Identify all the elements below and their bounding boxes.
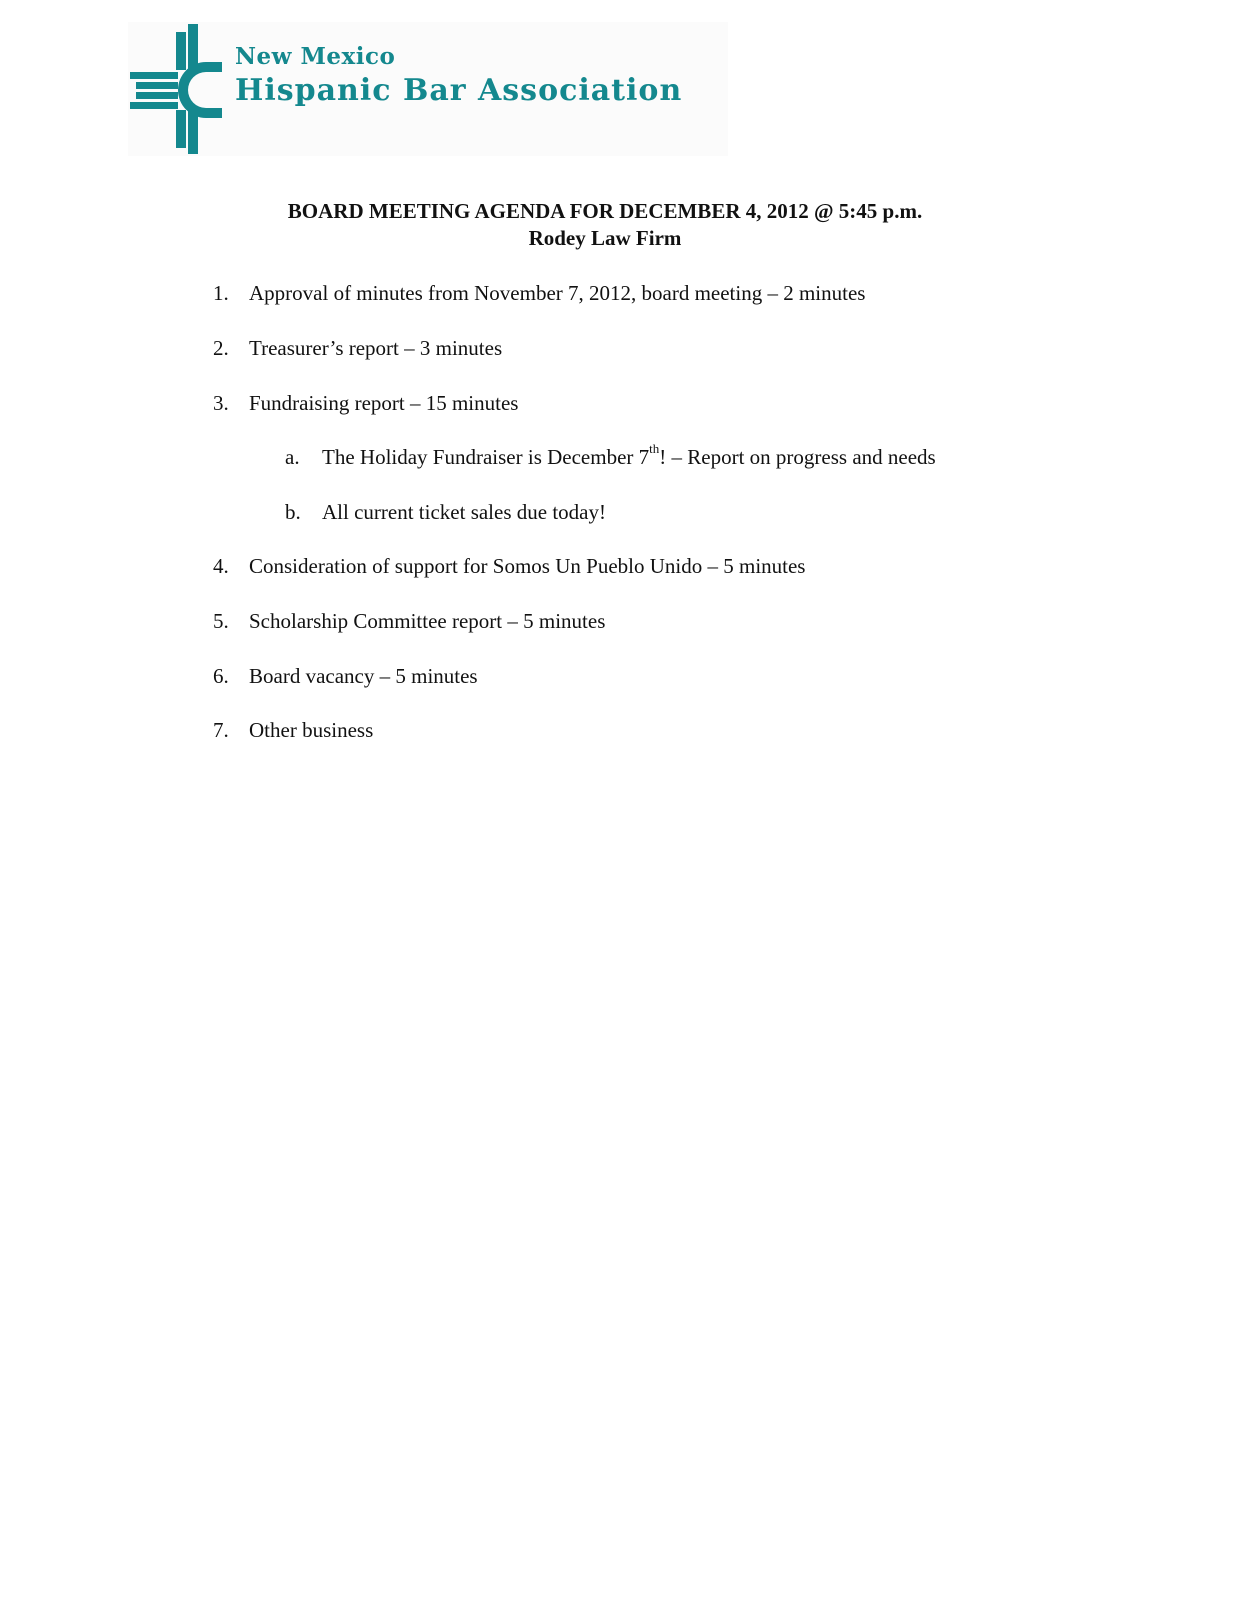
ordinal-superscript: th (649, 441, 660, 456)
agenda-item-text: Approval of minutes from November 7, 2012, board meeting – 2 minutes (249, 281, 866, 305)
agenda-heading (0, 198, 1210, 252)
agenda-item-number: 2. (213, 336, 229, 360)
agenda-item-number: 7. (213, 718, 229, 742)
letterhead (128, 22, 728, 156)
organization-name (235, 40, 682, 108)
agenda-item-text: Treasurer’s report – 3 minutes (249, 336, 503, 360)
agenda-subitem-text-after: ! – Report on progress and needs (659, 445, 936, 469)
agenda-subitem-text (322, 441, 936, 469)
agenda-item-number: 3. (213, 391, 229, 415)
meeting-location: Rodey Law Firm (528, 226, 682, 250)
agenda-item-text: Fundraising report – 15 minutes (249, 391, 519, 415)
agenda-subitem-letter: a. (285, 445, 300, 469)
agenda-item-number: 4. (213, 554, 229, 578)
organization-name-line1: New Mexico (235, 43, 396, 70)
agenda-title: BOARD MEETING AGENDA FOR DECEMBER 4, 2012 @ 5:45 p.m. (287, 199, 923, 223)
agenda-item-text: Scholarship Committee report – 5 minutes (249, 609, 606, 633)
zia-sun-logo-icon (128, 22, 228, 156)
agenda-subitem-text: All current ticket sales due today! (322, 500, 606, 524)
agenda-item-text: Consideration of support for Somos Un Pueblo Unido – 5 minutes (249, 554, 806, 578)
agenda-item-number: 5. (213, 609, 229, 633)
agenda-subitem-text-before: The Holiday Fundraiser is December 7 (322, 445, 650, 469)
agenda-item-text: Board vacancy – 5 minutes (249, 664, 478, 688)
agenda-item-number: 6. (213, 664, 229, 688)
organization-name-line2: Hispanic Bar Association (235, 73, 683, 108)
agenda-item-number: 1. (213, 281, 229, 305)
agenda-subitem-letter: b. (285, 500, 301, 524)
agenda-item-text: Other business (249, 718, 374, 742)
